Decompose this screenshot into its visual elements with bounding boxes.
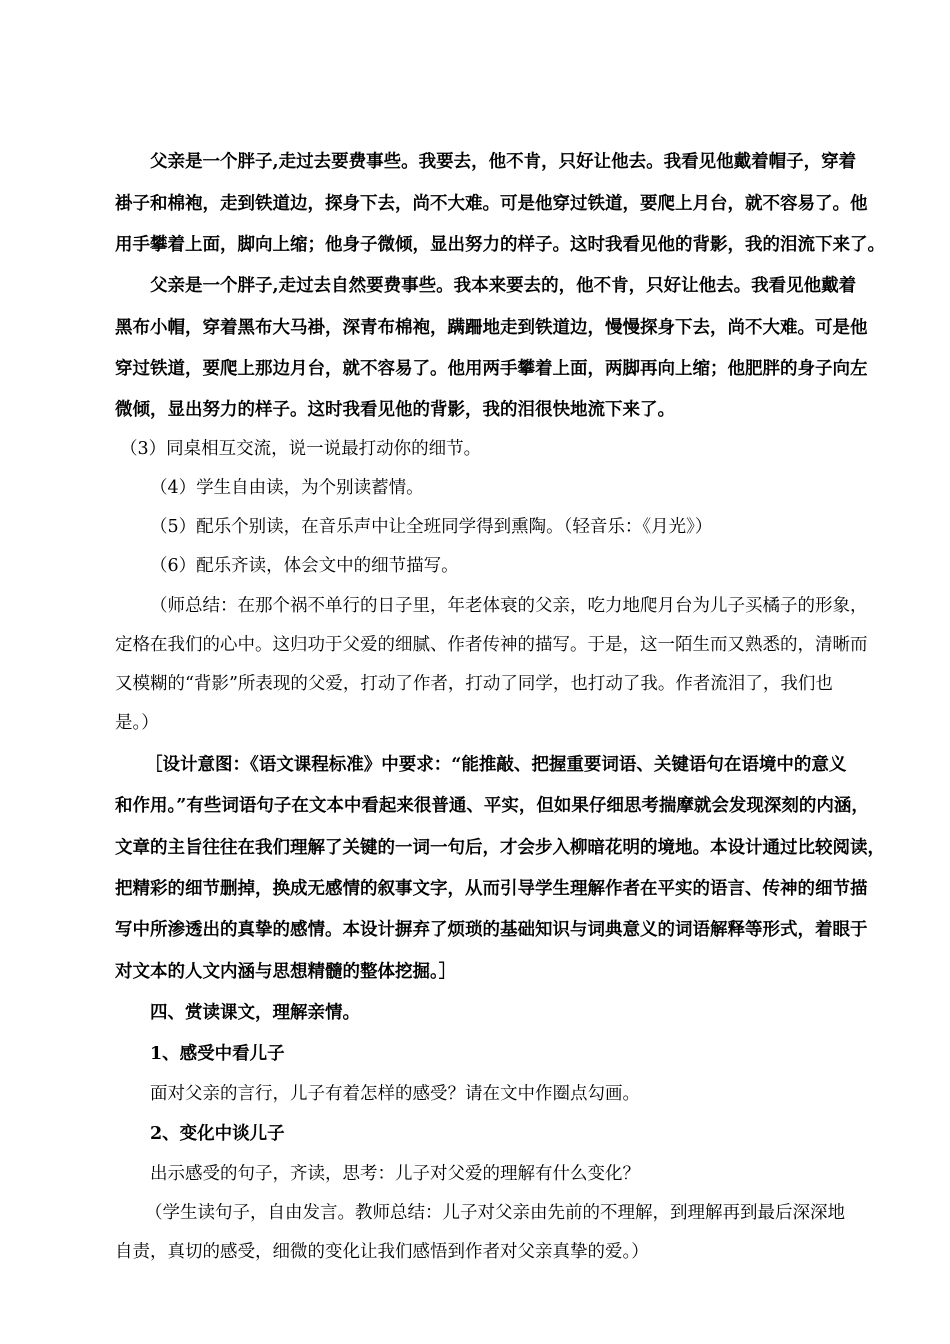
section-4-heading: 四、赏读课文，理解亲情。 (150, 1003, 360, 1023)
summary-line-4: 是。） (115, 713, 159, 733)
simplified-passage-line-1: 父亲是一个胖子,走过去要费事些。我要去，他不肯，只好让他去。我看见他戴着帽子，穿着 (150, 152, 857, 172)
section-4-part-2-heading: 2、变化中谈儿子 (150, 1124, 285, 1144)
original-passage-line-1: 父亲是一个胖子,走过去自然要费事些。我本来要去的，他不肯，只好让他去。我看见他戴着 (150, 276, 857, 296)
summary-line-2: 定格在我们的心中。这归功于父爱的细腻、作者传神的描写。于是，这一陌生而又熟悉的，清晰而 (115, 635, 868, 655)
design-intent-line-6: 对文本的人文内涵与思想精髓的整体挖掘。］ (115, 962, 457, 982)
step-6: （6）配乐齐读，体会文中的细节描写。 (150, 556, 459, 576)
original-passage-line-4: 微倾，显出努力的样子。这时我看见他的背影，我的泪很快地流下来了。 (115, 400, 675, 420)
original-passage-line-3: 穿过铁道，要爬上那边月台，就不容易了。他用两手攀着上面，两脚再向上缩；他肥胖的身子向左 (115, 359, 868, 379)
section-4-part-2-text: 出示感受的句子，齐读，思考：儿子对父爱的理解有什么变化？ (150, 1164, 640, 1184)
design-intent-line-1: ［设计意图：《语文课程标准》中要求：“能推敲、把握重要词语、关键语句在语境中的意义 (145, 755, 847, 775)
summary-line-1: （师总结：在那个祸不单行的日子里，年老体衰的父亲，吃力地爬月台为儿子买橘子的形象， (150, 596, 868, 616)
simplified-passage-line-3: 用手攀着上面，脚向上缩；他身子微倾，显出努力的样子。这时我看见他的背影，我的泪流下来了。 (115, 235, 885, 255)
summary-line-3: 又模糊的“背影”所表现的父爱，打动了作者，打动了同学，也打动了我。作者流泪了，我们也 (115, 674, 833, 694)
simplified-passage-line-2: 褂子和棉袍，走到铁道边，探身下去，尚不大难。可是他穿过铁道，要爬上月台，就不容易了。他 (115, 194, 868, 214)
step-4: （4）学生自由读，为个别读蓄情。 (150, 478, 424, 498)
design-intent-line-3: 文章的主旨往往在我们理解了关键的一词一句后，才会步入柳暗花明的境地。本设计通过比较阅读， (115, 838, 885, 858)
design-intent-line-4: 把精彩的细节删掉，换成无感情的叙事文字，从而引导学生理解作者在平实的语言、传神的细节描 (115, 879, 868, 899)
step-5: （5）配乐个别读，在音乐声中让全班同学得到熏陶。（轻音乐：《月光》） (150, 517, 713, 537)
section-4-part-1-heading: 1、感受中看儿子 (150, 1044, 285, 1064)
section-4-part-2-note-line-1: （学生读句子，自由发言。教师总结：儿子对父亲由先前的不理解，到理解再到最后深深地 (145, 1203, 845, 1223)
section-4-part-2-note-line-2: 自责，真切的感受，细微的变化让我们感悟到作者对父亲真挚的爱。） (115, 1242, 649, 1262)
section-4-part-1-text: 面对父亲的言行，儿子有着怎样的感受？请在文中作圈点勾画。 (150, 1084, 640, 1104)
step-3: （3）同桌相互交流，说一说最打动你的细节。 (120, 439, 482, 459)
design-intent-line-2: 和作用。”有些词语句子在文本中看起来很普通、平实，但如果仔细思考揣摩就会发现深刻的内涵， (115, 796, 869, 816)
original-passage-line-2: 黑布小帽，穿着黑布大马褂，深青布棉袍，蹒跚地走到铁道边，慢慢探身下去，尚不大难。可是他 (115, 318, 868, 338)
design-intent-line-5: 写中所渗透出的真挚的感情。本设计摒弃了烦琐的基础知识与词典意义的词语解释等形式，着眼于 (115, 920, 868, 940)
